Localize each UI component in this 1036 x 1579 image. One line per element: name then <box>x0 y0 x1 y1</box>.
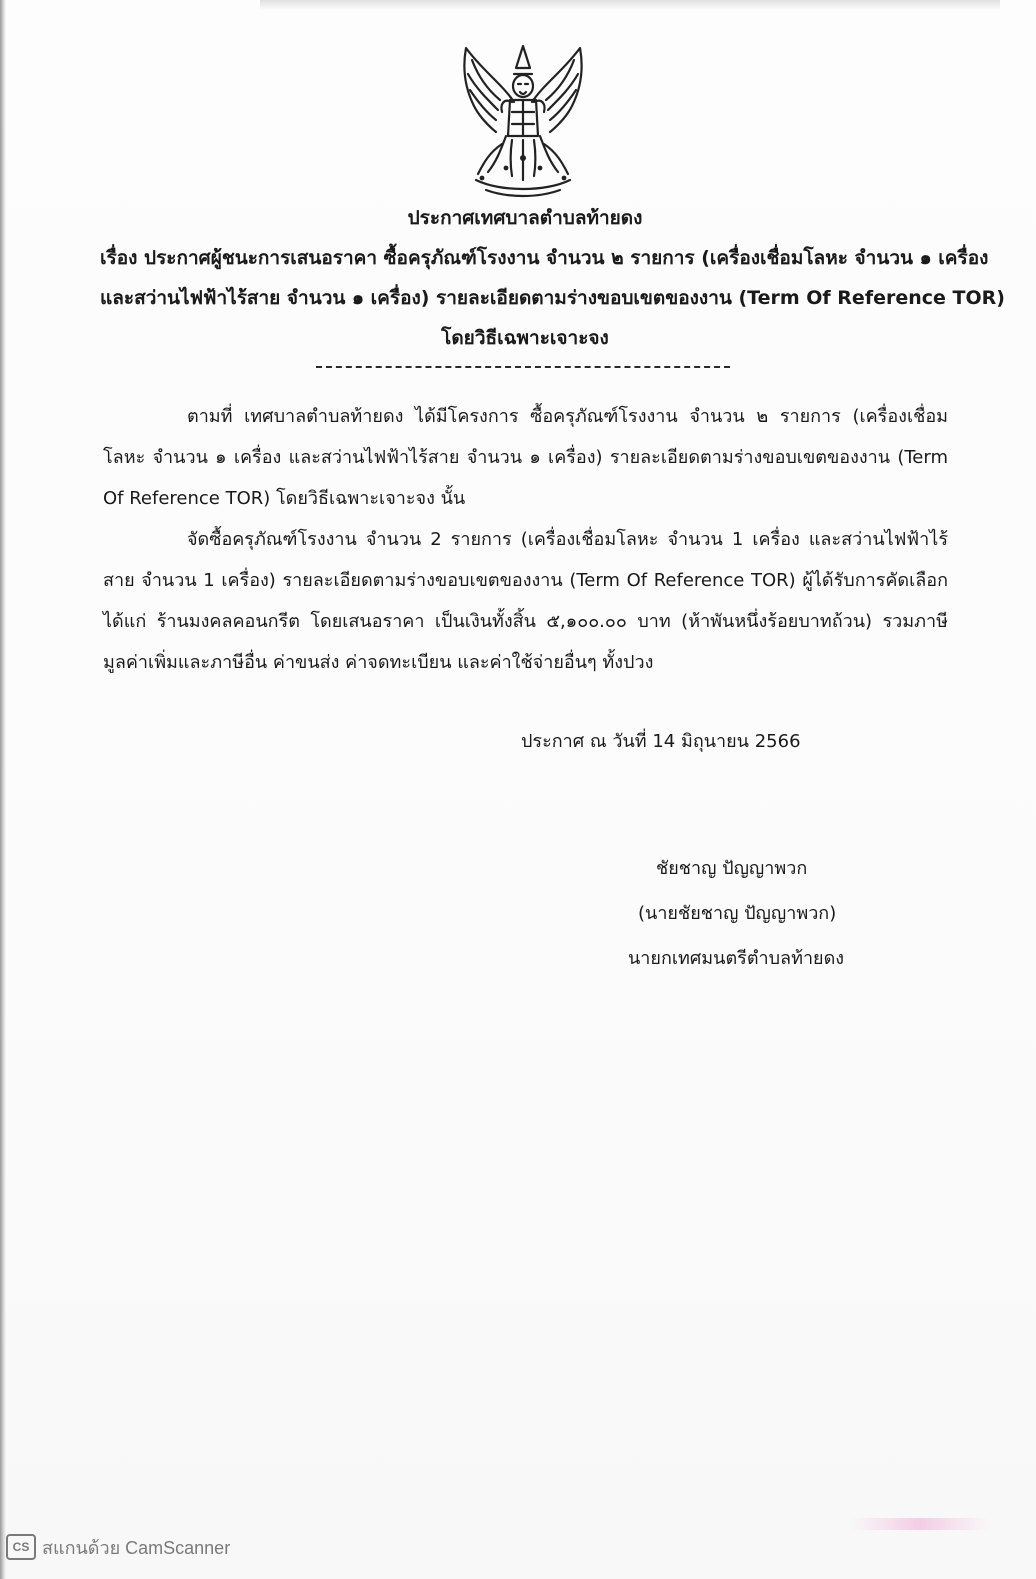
camscanner-logo-icon: CS <box>6 1534 36 1560</box>
garuda-emblem-icon <box>452 40 594 200</box>
scan-color-mark <box>850 1518 990 1530</box>
title-divider <box>316 366 730 368</box>
signature-signed-name: ชัยชาญ ปัญญาพวก <box>656 858 808 879</box>
announcement-date: ประกาศ ณ วันที่ 14 มิถุนายน 2566 <box>521 731 801 752</box>
camscanner-watermark <box>6 1532 230 1562</box>
scan-edge-shadow <box>0 0 6 1579</box>
document-subject-line-2: และสว่านไฟฟ้าไร้สาย จำนวน ๑ เครื่อง) รายละเอียดตามร่างขอบเขตของงาน (Term Of Reference TOR) <box>100 287 1005 309</box>
document-body <box>103 396 948 683</box>
document-subject-line-1: เรื่อง ประกาศผู้ชนะการเสนอราคา ซื้อครุภัณฑ์โรงงาน จำนวน ๒ รายการ (เครื่องเชื่อมโลหะ จำนวน ๑ เครื่อง <box>100 247 989 269</box>
signature-block <box>600 846 890 981</box>
watermark-text: สแกนด้วย CamScanner <box>42 1537 231 1558</box>
document-heading: ประกาศเทศบาลตำบลท้ายดง <box>407 207 643 229</box>
body-paragraph-winner: จัดซื้อครุภัณฑ์โรงงาน จำนวน 2 รายการ (เครื่องเชื่อมโลหะ จำนวน 1 เครื่อง และสว่านไฟฟ้าไร้สาย จำนวน 1 เครื่อง) รายละเอียดตามร่างขอบเขตของงาน (Term Of Reference TOR) ผู้ได้รับการคัดเลือก ได้แก่ ร้านมงคลคอนกรีต โดยเสนอราคา เป็นเงินทั้งสิ้น ๕,๑๐๐.๐๐ บาท (ห้าพันหนึ่งร้อยบาทถ้วน) รวมภาษีมูลค่าเพิ่มและภาษีอื่น ค่าขนส่ง ค่าจดทะเบียน และค่าใช้จ่ายอื่นๆ ทั้งปวง <box>103 529 948 673</box>
signature-position: นายกเทศมนตรีตำบลท้ายดง <box>628 948 845 969</box>
document-title-block <box>100 198 1005 358</box>
document-subject-line-3: โดยวิธีเฉพาะเจาะจง <box>441 327 609 349</box>
signature-printed-name: (นายชัยชาญ ปัญญาพวก) <box>638 903 837 924</box>
body-paragraph-intro: ตามที่ เทศบาลตำบลท้ายดง ได้มีโครงการ ซื้อครุภัณฑ์โรงงาน จำนวน ๒ รายการ (เครื่องเชื่อมโลหะ จำนวน ๑ เครื่อง และสว่านไฟฟ้าไร้สาย จำนวน ๑ เครื่อง) รายละเอียดตามร่างขอบเขตของงาน (Term Of Reference TOR) โดยวิธีเฉพาะเจาะจง นั้น <box>103 406 948 509</box>
scan-top-bleed <box>260 0 1000 10</box>
